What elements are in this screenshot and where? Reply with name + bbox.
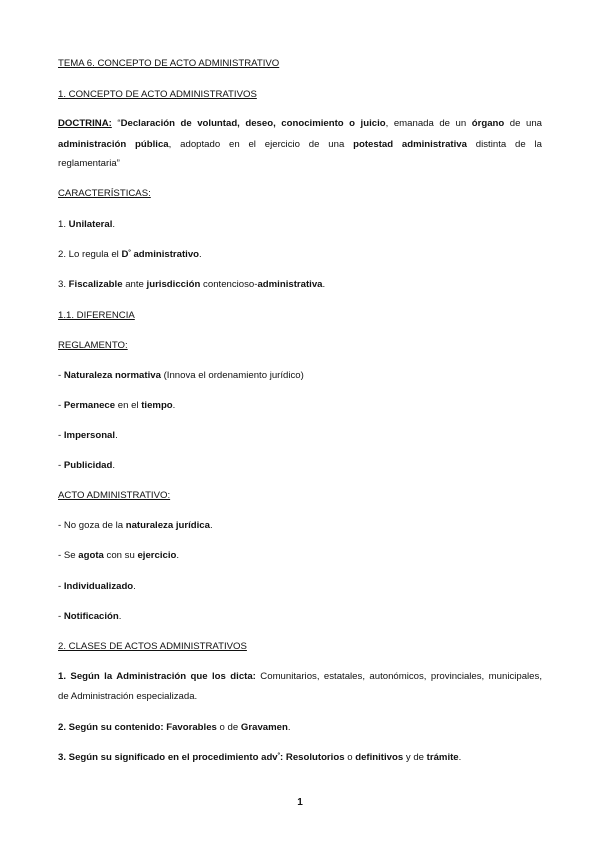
c2-pre: 2. Lo regula el bbox=[58, 249, 122, 260]
doctrina-line-1 bbox=[58, 117, 542, 130]
r3-bold: Impersonal bbox=[63, 430, 116, 441]
doctrina-label: DOCTRINA: bbox=[58, 118, 112, 129]
tema-title: TEMA 6. CONCEPTO DE ACTO ADMINISTRATIVO bbox=[58, 58, 280, 69]
a1-pre: - No goza de la bbox=[58, 520, 126, 531]
c3-num: 3. bbox=[58, 279, 69, 290]
a4-pre: - bbox=[58, 611, 64, 622]
c1-end: . bbox=[112, 219, 116, 230]
c3-t1: ante bbox=[122, 279, 147, 290]
a2-bold2: ejercicio bbox=[137, 550, 177, 561]
quote-close: ” bbox=[116, 158, 120, 169]
acto-item-4 bbox=[58, 610, 121, 623]
k2-end: . bbox=[287, 722, 291, 733]
r1-pre: - bbox=[58, 370, 64, 381]
section-2-title: 2. CLASES DE ACTOS ADMINISTRATIVOS bbox=[58, 641, 247, 652]
caracteristica-3 bbox=[58, 278, 325, 291]
a2-t: con su bbox=[103, 550, 138, 561]
reglamento-item-4 bbox=[58, 459, 115, 472]
a4-end: . bbox=[118, 611, 122, 622]
k3-sup: º bbox=[277, 752, 281, 759]
a1-bold: naturaleza jurídica bbox=[125, 520, 210, 531]
doctrina-text-4: distinta de la bbox=[466, 139, 542, 150]
doctrina-line-2 bbox=[58, 138, 542, 151]
r2-end: . bbox=[172, 400, 176, 411]
r2-bold2: tiempo bbox=[141, 400, 173, 411]
r4-bold: Publicidad bbox=[63, 460, 113, 471]
c3-b2: jurisdicción bbox=[146, 279, 201, 290]
c3-b3: administrativa bbox=[257, 279, 323, 290]
a3-pre: - bbox=[58, 581, 64, 592]
c3-t2: contencioso- bbox=[200, 279, 258, 290]
reglamento-item-2 bbox=[58, 399, 175, 412]
reglamento-label: REGLAMENTO: bbox=[58, 340, 128, 351]
c2-bold: D bbox=[121, 249, 129, 260]
doctrina-line-3 bbox=[58, 157, 120, 170]
a3-bold: Individualizado bbox=[63, 581, 134, 592]
doctrina-text-5: reglamentaria bbox=[58, 158, 117, 169]
a2-pre: - Se bbox=[58, 550, 79, 561]
k3-bold: 3. Según su significado en el procedimiento adv bbox=[58, 752, 278, 763]
acto-administrativo-label: ACTO ADMINISTRATIVO: bbox=[58, 490, 171, 501]
k3-t3: y de bbox=[403, 752, 427, 763]
r3-pre: - bbox=[58, 430, 64, 441]
quote-open: “ bbox=[111, 118, 121, 129]
doctrina-bold-2: órgano bbox=[471, 118, 505, 129]
k2-t2: o de bbox=[216, 722, 241, 733]
c2-bold2: administrativo bbox=[130, 249, 200, 260]
caracteristica-1 bbox=[58, 218, 115, 231]
k2-bold2: Favorables bbox=[166, 722, 217, 733]
reglamento-item-1 bbox=[58, 369, 304, 382]
k3-bold1b: : bbox=[280, 752, 284, 763]
a2-bold: agota bbox=[78, 550, 104, 561]
k3-bold4: trámite bbox=[426, 752, 459, 763]
clase-2 bbox=[58, 721, 291, 734]
doctrina-bold-4: potestad administrativa bbox=[353, 139, 467, 150]
k1-rest: Comunitarios, estatales, autonómicos, provinciales, municipales, bbox=[255, 671, 542, 682]
c2-end: . bbox=[199, 249, 202, 260]
r1-bold: Naturaleza normativa bbox=[63, 370, 161, 381]
a3-end: . bbox=[133, 581, 136, 592]
section-1-title: 1. CONCEPTO DE ACTO ADMINISTRATIVOS bbox=[58, 89, 257, 100]
r2-t: en el bbox=[115, 400, 142, 411]
acto-item-1 bbox=[58, 519, 213, 532]
doctrina-bold-3: administración pública bbox=[58, 139, 169, 150]
page-number: 1 bbox=[297, 797, 303, 808]
clase-1-line-2: de Administración especializada. bbox=[58, 691, 198, 702]
doctrina-text-3: , adoptado en el ejercicio de una bbox=[168, 139, 354, 150]
acto-item-2 bbox=[58, 549, 179, 562]
doctrina-text-2: de una bbox=[504, 118, 542, 129]
caracteristica-2 bbox=[58, 248, 202, 261]
c2-sup: º bbox=[128, 249, 131, 256]
k3-t2: o bbox=[344, 752, 356, 763]
k3-end: . bbox=[458, 752, 462, 763]
r4-pre: - bbox=[58, 460, 64, 471]
acto-item-3 bbox=[58, 580, 136, 593]
k1-bold: 1. Según la Administración que los dicta: bbox=[58, 671, 256, 682]
doctrina-bold-1: Declaración de voluntad, deseo, conocimiento o juicio bbox=[120, 118, 386, 129]
k3-bold2: Resolutorios bbox=[285, 752, 345, 763]
r4-end: . bbox=[112, 460, 116, 471]
r3-end: . bbox=[115, 430, 118, 441]
a4-bold: Notificación bbox=[63, 611, 119, 622]
c1-bold: Unilateral bbox=[68, 219, 113, 230]
k2-bold: 2. Según su contenido: bbox=[58, 722, 164, 733]
k3-bold3: definitivos bbox=[355, 752, 404, 763]
reglamento-item-3 bbox=[58, 429, 118, 442]
r1-rest: (Innova el ordenamiento jurídico) bbox=[160, 370, 304, 381]
c1-num: 1. bbox=[58, 219, 69, 230]
r2-pre: - bbox=[58, 400, 64, 411]
c3-end: . bbox=[322, 279, 326, 290]
a2-end: . bbox=[176, 550, 180, 561]
doctrina-text-1: , emanada de un bbox=[385, 118, 472, 129]
r2-bold: Permanece bbox=[63, 400, 116, 411]
a1-end: . bbox=[209, 520, 213, 531]
section-1-1-title: 1.1. DIFERENCIA bbox=[58, 310, 135, 321]
c3-b1: Fiscalizable bbox=[68, 279, 123, 290]
clase-3 bbox=[58, 751, 461, 764]
clase-1-line-1 bbox=[58, 670, 542, 683]
k2-bold3: Gravamen bbox=[240, 722, 288, 733]
caracteristicas-label: CARACTERÍSTICAS: bbox=[58, 188, 151, 199]
